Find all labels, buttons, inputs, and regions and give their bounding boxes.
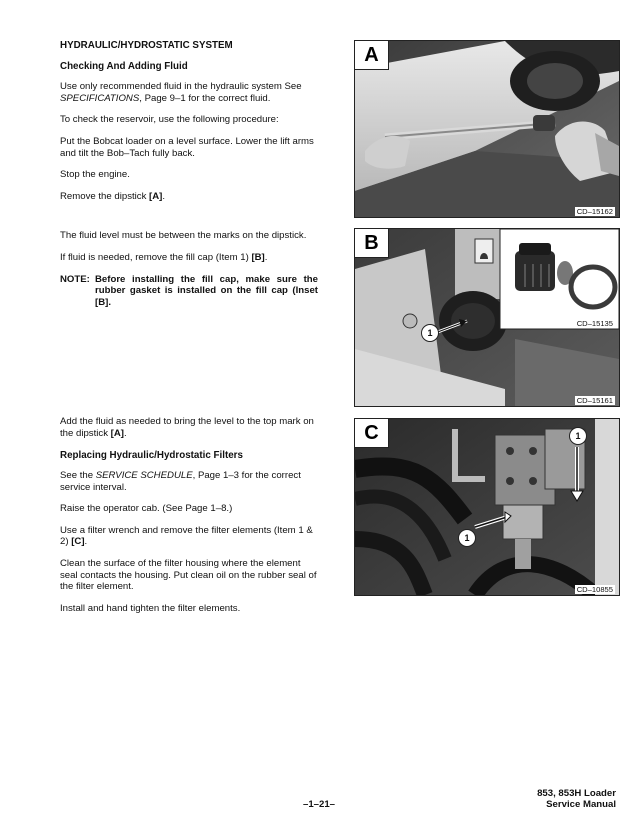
text-fragment: If fluid is needed, remove the fill cap (Item 1) [60, 251, 252, 263]
footer-model-line1: 853, 853H Loader [537, 788, 616, 799]
checking-p4: Stop the engine. [60, 169, 130, 181]
figure-c-letter: C [355, 419, 389, 448]
text-fragment: . [162, 190, 166, 202]
text-fragment: Add the fluid as needed to bring the level to the top mark on the dipstick [60, 416, 314, 439]
text-fragment: Use only recommended fluid in the hydraulic system See [60, 81, 302, 93]
figure-ref: [A] [110, 427, 124, 439]
checking-p8 [60, 416, 318, 439]
checking-p2: To check the reservoir, use the following procedure: [60, 114, 279, 126]
figure-ref: [C] [71, 536, 85, 548]
filters-p5: Install and hand tighten the filter elements. [60, 602, 241, 614]
filters-p1 [60, 470, 318, 493]
callout-1: 1 [421, 324, 439, 342]
figure-c-photo [355, 419, 619, 595]
checking-heading: Checking And Adding Fluid [60, 60, 188, 72]
text-fragment: See the [60, 470, 96, 482]
figure-b-letter: B [355, 229, 389, 258]
figure-ref: [B] [251, 251, 265, 263]
callout-1-left: 1 [458, 529, 476, 547]
figure-c-code: CD–10855 [576, 585, 613, 594]
specifications-ref: SPECIFICATIONS [60, 92, 140, 104]
page-number: –1–21– [302, 799, 335, 810]
figure-c [354, 418, 620, 596]
section-title: HYDRAULIC/HYDROSTATIC SYSTEM [60, 40, 233, 51]
service-schedule-ref: SERVICE SCHEDULE [95, 470, 193, 482]
note-label: NOTE: [60, 273, 90, 285]
figure-b [354, 228, 620, 407]
figure-a [354, 40, 620, 218]
checking-p6: The fluid level must be between the marks on the dipstick. [60, 230, 307, 242]
figure-ref: [A] [149, 190, 163, 202]
figure-b-inset-code: CD–15135 [576, 319, 613, 328]
figure-a-letter: A [355, 41, 389, 70]
text-fragment: , Page 1–3 for the correct service interval. [60, 470, 301, 493]
filters-p3 [60, 525, 318, 548]
figure-b-photo [355, 229, 619, 406]
text-column [60, 40, 318, 624]
text-fragment: Use a filter wrench and remove the filter elements (Item 1 & 2) [60, 524, 313, 548]
checking-p7 [60, 252, 318, 264]
figure-a-code: CD–15162 [576, 207, 613, 216]
text-fragment: . [84, 536, 88, 548]
footer-model-line2: Service Manual [546, 799, 616, 810]
text-fragment: . [124, 427, 127, 439]
filters-p2: Raise the operator cab. (See Page 1–8.) [60, 503, 233, 515]
checking-p5 [60, 191, 318, 203]
checking-p1 [60, 81, 318, 104]
figure-b-code: CD–15161 [576, 396, 613, 405]
callout-1-top: 1 [569, 427, 587, 445]
text-fragment: Remove the dipstick [60, 190, 150, 202]
note [60, 274, 318, 309]
note-text: Before installing the fill cap, make sure the rubber gasket is installed on the fill cap (Inset [B]. [95, 273, 318, 308]
text-fragment: , Page 9–1 for the correct fluid. [139, 92, 271, 104]
checking-p3: Put the Bobcat loader on a level surface. Lower the lift arms and tilt the Bob–Tach fully back. [60, 135, 314, 159]
filters-heading: Replacing Hydraulic/Hydrostatic Filters [60, 449, 243, 461]
filters-p4: Clean the surface of the filter housing where the element seal contacts the housing. Put clean oil on the rubber seal of the filter element. [60, 558, 317, 593]
figure-a-photo [355, 41, 619, 217]
text-fragment: . [264, 251, 268, 263]
